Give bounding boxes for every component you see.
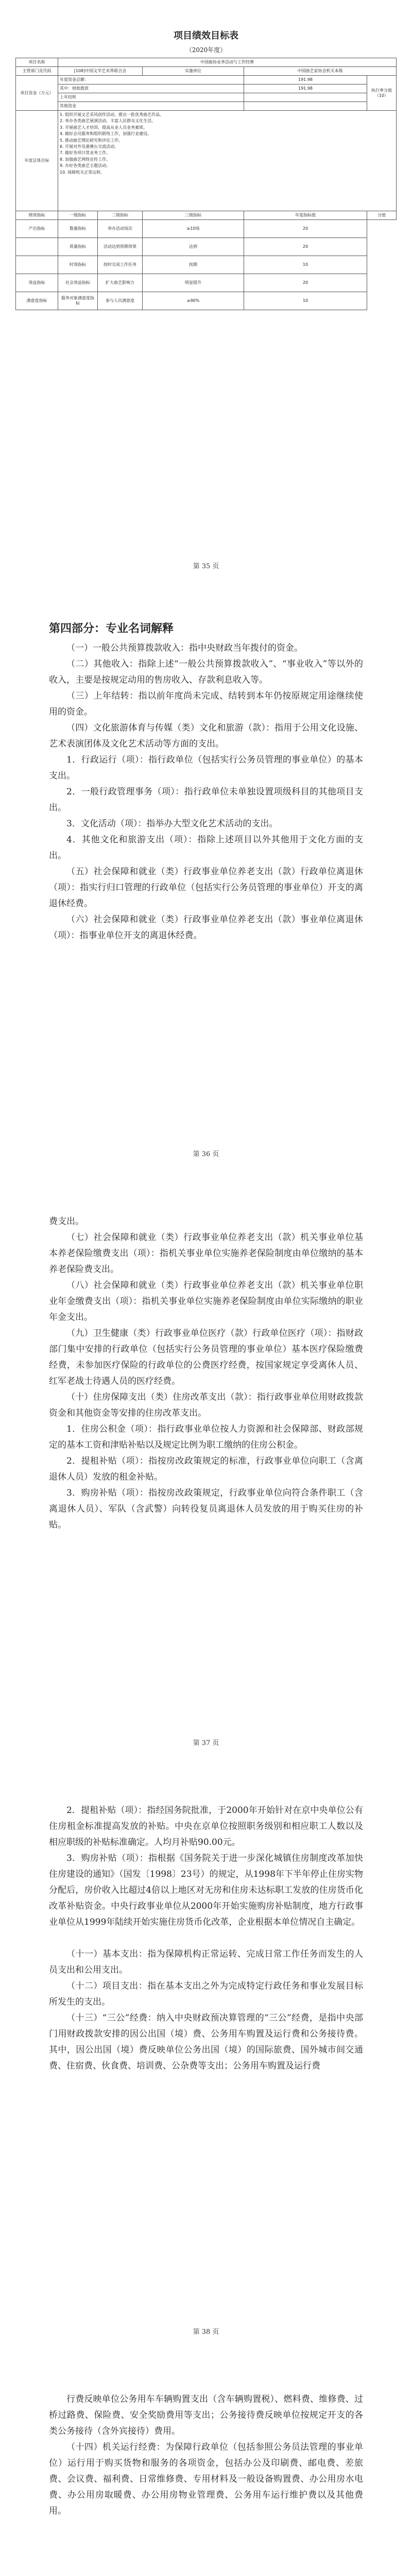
paragraph: （一）一般公共预算拨款收入：指中央财政当年拨付的资金。 <box>66 643 303 653</box>
page-number: 第 36 页 <box>193 1150 219 1158</box>
kpi-cell: 参与人员满意度 <box>98 292 143 310</box>
kpi-cell: 效益指标 <box>16 274 58 292</box>
goal-line: 2. 举办各类曲艺展演活动，丰富人民群众文化生活。 <box>60 118 156 124</box>
fund-carry-value <box>244 93 367 102</box>
kpi-cell: 达到 <box>143 238 244 256</box>
kpi-cell: 按时完成工作任务 <box>98 256 143 274</box>
paragraph: （三）上年结转：指以前年度尚未完成、结转到本年仍按原规定用途继续使用的资金。 <box>49 691 363 717</box>
paragraph: 3．文化活动（项）：指举办大型文化艺术活动的支出。 <box>66 819 278 829</box>
fund-total-value: 191.98 <box>244 76 367 84</box>
section-heading: 第四部分：专业名词解释 <box>49 622 174 635</box>
kpi-h5: 分值 <box>367 211 397 220</box>
page-number: 第 38 页 <box>193 2328 219 2336</box>
kpi-cell: 服务对象满意度指标 <box>58 292 98 310</box>
fund-other-value <box>244 102 367 111</box>
kpi-body <box>16 220 397 310</box>
paragraph: （八）社会保障和就业（类）行政事业单位养老支出（款）机关事业单位职业年金缴费支出（项）：指机关事业单位实施养老保险制度由单位实际缴纳的职业年金支出。 <box>49 1280 363 1323</box>
kpi-cell: 数量指标 <box>58 220 98 238</box>
kpi-cell: 20 <box>244 274 367 292</box>
paragraph: （十二）项目支出：指在基本支出之外为完成特定行政任务和事业发展目标所发生的支出。 <box>49 1981 363 2007</box>
paragraph: （四）文化旅游体育与传媒（类）文化和旅游（款）：指用于公用文化设施、艺术表演团体及文化艺术活动等方面的支出。 <box>49 723 363 749</box>
kpi-cell: ≥90% <box>143 292 244 310</box>
kpi-h4: 年度指标值 <box>244 211 367 220</box>
kpi-cell: 时效指标 <box>58 256 98 274</box>
page-number: 第 35 页 <box>193 563 219 570</box>
kpi-label: 绩效指标 <box>16 211 58 220</box>
goal-line: 6. 开展对外及港澳台交流活动。 <box>60 144 119 149</box>
kpi-cell: ≥10场 <box>143 220 244 238</box>
page-35 <box>0 0 412 587</box>
fund-other-label: 其他资金 <box>58 102 244 111</box>
dept-value: [108]中国文学艺术界联合会 <box>58 67 143 76</box>
kpi-h3: 三级指标 <box>143 211 244 220</box>
kpi-cell: 举办活动场次 <box>98 220 143 238</box>
page-number: 第 37 页 <box>193 1739 219 1747</box>
project-name: 中国曲协业务活动与工作经费 <box>58 58 397 67</box>
kpi-h2: 二级指标 <box>98 211 143 220</box>
paragraph: 2．提租补贴（项）：指经国务院批准，于2000年开始针对在京中央单位公有住房租金标准提高发放的补贴。中央在京单位按照职务级别和相应职工人数以及相应职级的补贴标准确定。人均月补贴90.00元。 <box>49 1805 363 1848</box>
kpi-cell: 10 <box>244 256 367 274</box>
score-label: 执行率分值（10） <box>367 76 397 111</box>
dept-label: 主管部门及代码 <box>16 67 58 76</box>
paragraph: 2．一般行政管理事务（项）：指行政单位未单独设置项级科目的其他项目支出。 <box>49 787 363 813</box>
kpi-row <box>16 256 397 274</box>
kpi-cell <box>16 238 58 256</box>
impl-value: 中国曲艺家协会机关本级 <box>244 67 397 76</box>
paragraph: （十一）基本支出：指为保障机构正常运转、完成日常工作任务而发生的人员支出和公用支出。 <box>49 1949 363 1975</box>
kpi-row <box>16 238 397 256</box>
paragraph: （十三）“三公”经费：纳入中央财政预决算管理的“三公”经费，是指中央部门用财政拨款安排的因公出国（境）费、公务用车购置及运行费和公务接待费。其中，因公出国（境）费反映单位公务出国（境）的国际旅费、国外城市间交通费、住宿费、伙食费、培训费、公杂费等支出；公务用车购置及运行费 <box>49 2013 363 2071</box>
goal-text <box>58 111 397 211</box>
table-row <box>16 211 397 220</box>
paragraph: （五）社会保障和就业（类）行政事业单位养老支出（款）行政单位离退休（项）：指实行归口管理的行政单位（包括实行公务员管理的事业单位）开支的离退休经费。 <box>49 867 363 909</box>
kpi-row <box>16 292 397 310</box>
page-37 <box>0 1178 412 1765</box>
kpi-cell: 社会效益指标 <box>58 274 98 292</box>
paragraph: （十）住房保障支出（类）住房改革支出（款）：指行政事业单位用财政拨款资金和其他资金等安排的住房改革支出。 <box>49 1392 363 1418</box>
kpi-row <box>16 220 397 238</box>
fund-fiscal-label: 其中：财政拨款 <box>58 84 244 93</box>
kpi-h1: 一级指标 <box>58 211 98 220</box>
goal-line: 5. 推动曲艺理论研究和评论工作。 <box>60 138 123 143</box>
goal-label: 年度总体目标 <box>16 111 58 211</box>
paragraph: 行费反映单位公务用车车辆购置支出（含车辆购置税）、燃料费、维修费、过桥过路费、保险费、安全奖励费用等支出；公务接待费反映单位按规定开支的各类公务接待（含外宾接待）费用。 <box>49 2394 363 2436</box>
paragraph: （七）社会保障和就业（类）行政事业单位养老支出（款）机关事业单位基本养老保险缴费支出（项）：指机关事业单位实施养老保险制度由单位缴纳的基本养老保险费支出。 <box>49 1232 363 1275</box>
paragraph: 3．购房补贴（项）：指根据《国务院关于进一步深化城镇住房制度改革加快住房建设的通知》（国发〔1998〕23号）的规定，从1998年下半年停止住房实物分配后，房价收入比超过4倍以上地区对无房和住房未达标职工发放的住房货币化改革补贴资金。中央行政事业单位从2000年开始实施购房补贴制度，地方行政事业单位从1999年陆续开始实施住房货币化改革，企业根据本单位情况自主确定。 <box>49 1853 363 1927</box>
goal-lines <box>60 112 394 176</box>
fund-fiscal-value: 191.98 <box>244 84 367 93</box>
table-row <box>16 102 397 111</box>
paragraph: 费支出。 <box>49 1216 84 1227</box>
kpi-cell: 活动达到预期效果 <box>98 238 143 256</box>
fund-total-label: 年度资金总额： <box>58 76 244 84</box>
paragraph: （二）其他收入：指除上述“一般公共预算拨款收入”、“事业收入”等以外的收入，主要是按规定动用的售房收入、存款利息收入等。 <box>49 659 363 685</box>
paragraph: （六）社会保障和就业（类）行政事业单位养老支出（款）事业单位离退休（项）：指事业单位开支的离退休经费。 <box>49 914 363 941</box>
page-36 <box>0 589 412 1176</box>
fund-carry-label: 上年结转 <box>58 93 244 102</box>
kpi-cell: 扩大曲艺影响力 <box>98 274 143 292</box>
paragraph: 4．其他文化和旅游支出（项）：指除上述项目以外其他用于文化方面的支出。 <box>49 835 363 861</box>
kpi-cell: 满意度指标 <box>16 292 58 310</box>
paragraph: 1．行政运行（项）：指行政单位（包括实行公务员管理的事业单位）的基本支出。 <box>49 755 363 781</box>
table-row <box>16 111 397 211</box>
goal-line: 7. 做好各项日常业务工作。 <box>60 150 111 156</box>
paragraph: 3．购房补贴（项）：指按房改政策规定，行政事业单位向符合条件职工（含离退休人员）、军队（含武警）向转役复员离退休人员发放的用于购买住房的补贴。 <box>49 1488 363 1530</box>
goal-line: 10. 保障机关正常运转。 <box>60 170 105 175</box>
goal-line: 9. 办好各类曲艺主题活动。 <box>60 163 111 168</box>
table-year: （2020年度） <box>185 46 227 54</box>
performance-table <box>15 58 397 310</box>
paragraph: （九）卫生健康（类）行政事业单位医疗（款）行政单位医疗（项）：指财政部门集中安排的行政单位（包括实行公务员管理的事业单位）基本医疗保险缴费经费，未参加医疗保险的行政单位的公费医疗经费，按国家规定享受离休人员、红军老战士待遇人员的医疗经费。 <box>49 1328 363 1386</box>
kpi-cell: 产出指标 <box>16 220 58 238</box>
kpi-cell: 按期 <box>143 256 244 274</box>
paragraph: 2．提租补贴（项）：指按房改政策规定的标准，行政事业单位向职工（含离退休人员）发放的租金补贴。 <box>49 1456 363 1482</box>
table-title: 项目绩效目标表 <box>174 30 238 41</box>
table-row <box>16 84 397 93</box>
kpi-cell: 明显提升 <box>143 274 244 292</box>
goal-line: 3. 开展曲艺人才培训，提高从业人员业务素质。 <box>60 125 148 130</box>
table-row <box>16 76 397 84</box>
page-39 <box>0 2355 412 2576</box>
kpi-cell: 20 <box>244 238 367 256</box>
table-row <box>16 93 397 102</box>
page-38 <box>0 1767 412 2354</box>
fund-label: 项目资金（万元） <box>16 76 58 111</box>
table-row <box>16 67 397 76</box>
goal-line: 4. 做好会员服务和组织联络工作，加强行业建设。 <box>60 131 152 137</box>
kpi-cell: 20 <box>244 220 367 238</box>
goal-line: 1. 组织开展文艺采风创作活动，推出一批优秀曲艺作品。 <box>60 112 164 117</box>
table-row <box>16 58 397 67</box>
paragraph: 1．住房公积金（项）：指行政事业单位按人力资源和社会保障部、财政部规定的基本工资和津贴补贴以及规定比例为职工缴纳的住房公积金。 <box>49 1424 363 1450</box>
kpi-cell: 质量指标 <box>58 238 98 256</box>
kpi-cell: 10 <box>244 292 367 310</box>
kpi-row <box>16 274 397 292</box>
kpi-cell <box>16 256 58 274</box>
project-name-label: 项目名称 <box>16 58 58 67</box>
paragraph: （十四）机关运行经费：为保障行政单位（包括参照公务员法管理的事业单位）运行用于购买货物和服务的各项资金，包括办公及印刷费、邮电费、差旅费、会议费、福利费、日常维修费、专用材料及一般设备购置费、办公用房水电费、办公用房取暖费、办公用房物业管理费、公务用车运行维护费以及其他费用。 <box>49 2442 363 2516</box>
goal-line: 8. 加强曲艺网络宣传工作。 <box>60 157 111 162</box>
impl-label: 实施单位 <box>143 67 244 76</box>
